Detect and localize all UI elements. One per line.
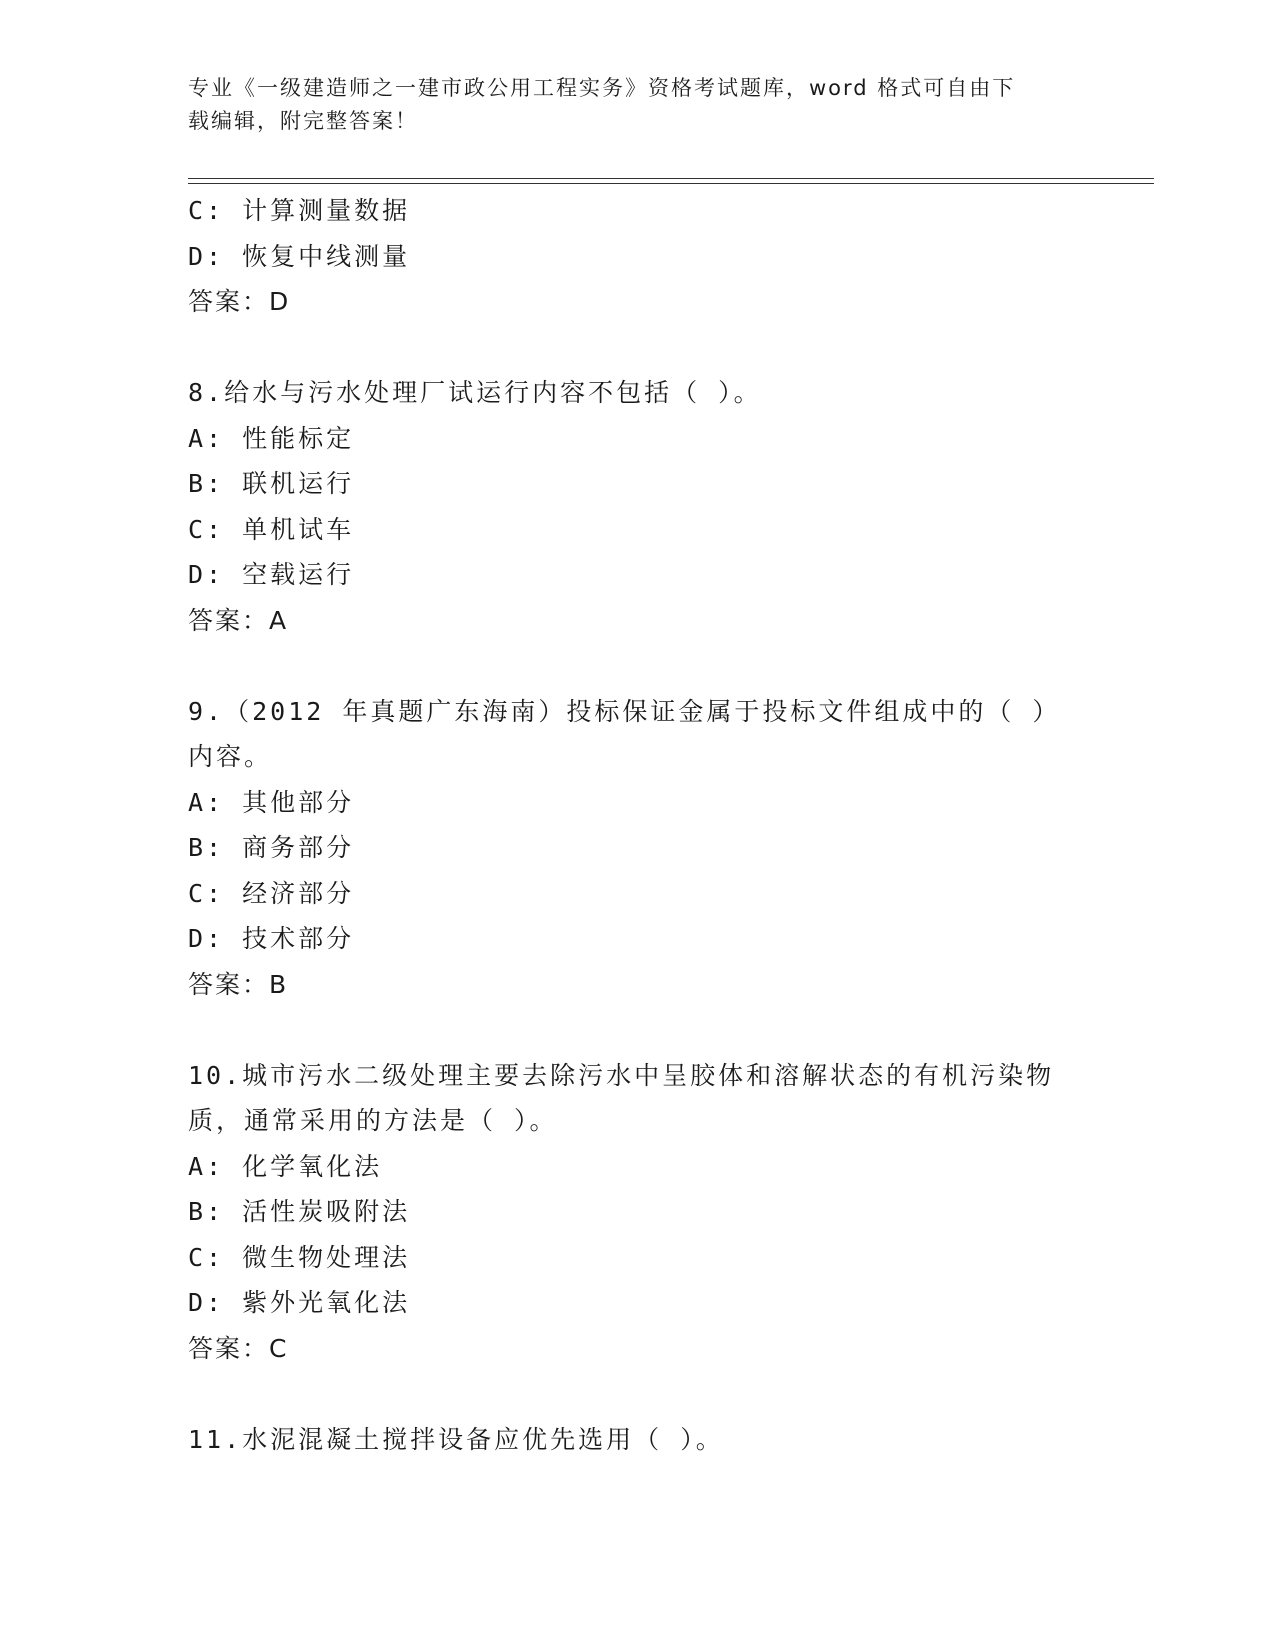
- question-stem: 11.水泥混凝土搅拌设备应优先选用（ ）。: [188, 1424, 724, 1454]
- option-d: D: 紫外光氧化法: [188, 1288, 411, 1317]
- spacer: [188, 1371, 1088, 1417]
- option-c: C: 经济部分: [188, 878, 355, 908]
- spacer: [188, 1007, 1088, 1053]
- spacer: [188, 325, 1088, 371]
- option-c: C: 微生物处理法: [188, 1242, 411, 1272]
- header-divider-bottom: [188, 183, 1154, 184]
- option-a: A: 化学氧化法: [188, 1151, 383, 1181]
- question-8: [188, 370, 1088, 643]
- answer-line: 答案：A: [188, 605, 289, 635]
- header-line-1: 专业《一级建造师之一建市政公用工程实务》资格考试题库，word 格式可自由下: [188, 76, 1016, 100]
- option-d: D: 技术部分: [188, 924, 355, 953]
- question-list: [188, 188, 1088, 1462]
- question-stem: 8.给水与污水处理厂试运行内容不包括（ ）。: [188, 378, 762, 407]
- previous-question-block: [188, 188, 1088, 325]
- header-divider-top: [188, 178, 1154, 179]
- document-header: [188, 72, 1088, 138]
- question-11: [188, 1417, 1088, 1463]
- answer-line: 答案：D: [188, 287, 291, 316]
- answer-line: 答案：B: [188, 969, 289, 999]
- answer-line: 答案：C: [188, 1333, 289, 1363]
- question-stem-line-1: 9.（2012 年真题广东海南）投标保证金属于投标文件组成中的（ ）: [188, 696, 1061, 726]
- option-a: A: 性能标定: [188, 423, 355, 453]
- question-stem-line-1: 10.城市污水二级处理主要去除污水中呈胶体和溶解状态的有机污染物: [188, 1060, 1055, 1090]
- option-b: B: 活性炭吸附法: [188, 1197, 411, 1226]
- question-9: [188, 689, 1088, 1008]
- header-line-2: 载编辑，附完整答案！: [188, 109, 418, 133]
- question-10: [188, 1053, 1088, 1372]
- question-stem-line-2: 质，通常采用的方法是（ ）。: [188, 1106, 558, 1135]
- question-stem-line-2: 内容。: [188, 742, 273, 771]
- option-c: C: 计算测量数据: [188, 196, 411, 225]
- option-b: B: 商务部分: [188, 833, 355, 862]
- option-b: B: 联机运行: [188, 469, 355, 498]
- option-a: A: 其他部分: [188, 787, 355, 817]
- option-d: D: 恢复中线测量: [188, 241, 411, 271]
- spacer: [188, 643, 1088, 689]
- option-c: C: 单机试车: [188, 514, 355, 544]
- option-d: D: 空载运行: [188, 560, 355, 589]
